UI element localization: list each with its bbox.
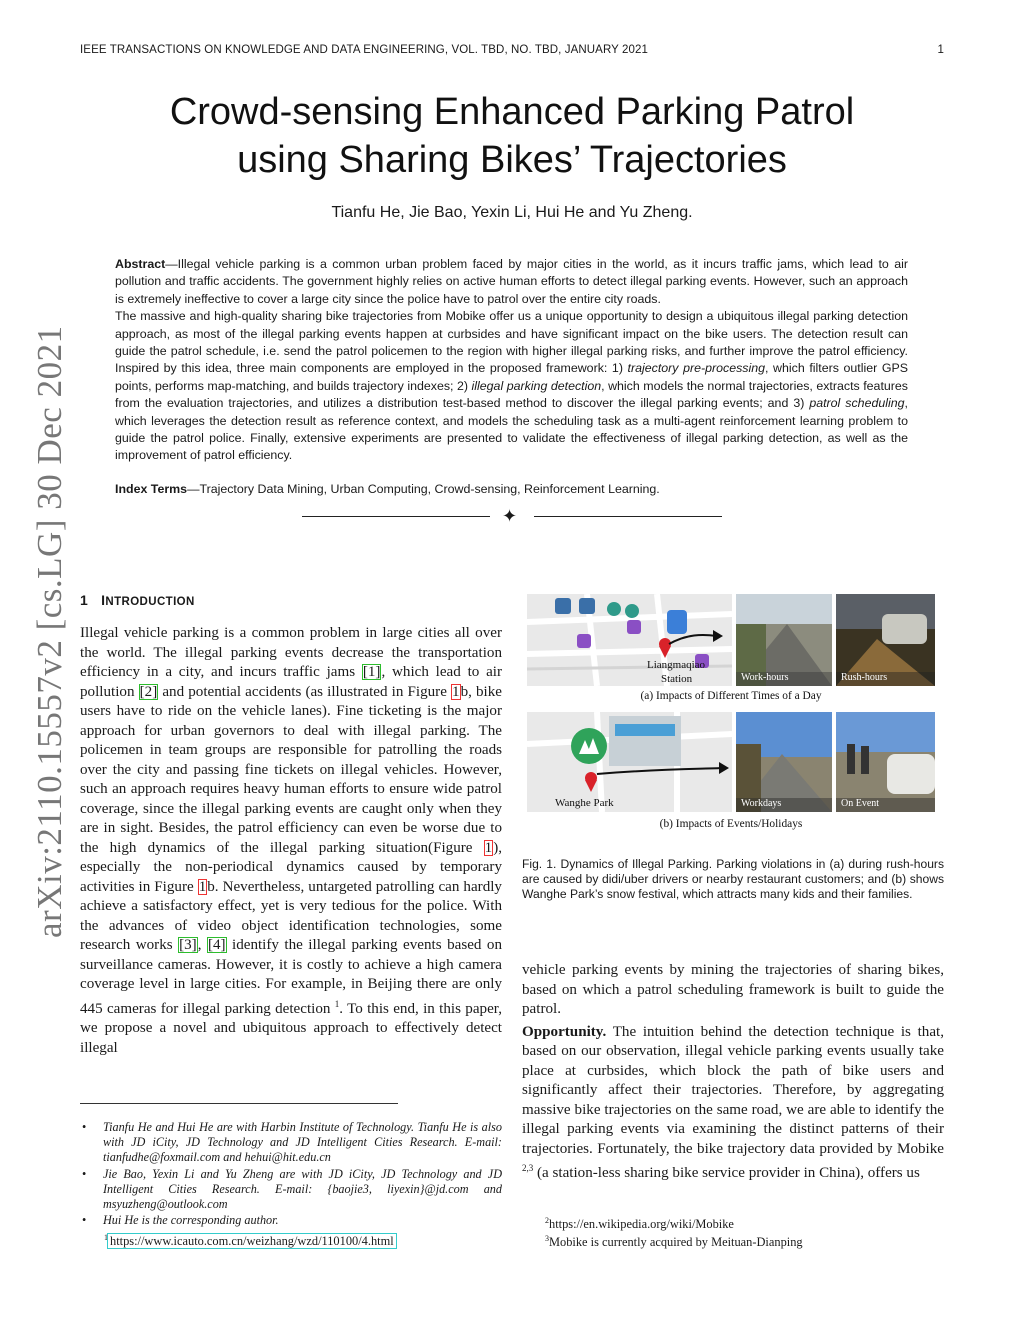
intro-text: b. Nevertheless, untargeted patrolling can hardly achieve a satisfactory effect, yet is very tedious for the police. With the advances of video object identification technologies, some research works [80,878,502,953]
photo-inset-festival [609,716,681,766]
figure-1 [527,594,935,838]
abstract-text-2d: , which leverages the detection result as reference context, and models the scheduling task as a multi-agent reinforcement learning problem to guide the patrol police. Finally, extensive experiments are presented to validate the effectiveness of illegal parking detection, as well as the improvement of patrol efficiency. [115,396,908,463]
paper-title [0,88,1024,184]
figure-ref-link[interactable]: 1 [484,839,493,856]
station-label-1: Liangmaqiao [647,659,706,671]
author-list: Tianfu He, Jie Bao, Yexin Li, Hui He and Yu Zheng. [331,204,693,221]
figure-ref-link[interactable]: 1 [198,878,207,895]
intro-paragraph [80,624,502,1058]
station-label-2: Station [661,673,693,685]
caption-b: (b) Impacts of Events/Holidays [659,818,803,830]
footnote-2 [545,1216,734,1232]
footnote-3-mark: 3 [545,1234,549,1243]
intro-text: , which lead to air pollution [80,664,503,700]
citation-link[interactable]: [2] [139,683,158,700]
park-icon [571,728,607,764]
bus-stop-icon [667,610,687,634]
footnote-mark[interactable]: 1 [334,998,340,1009]
term-scheduling: patrol scheduling [809,396,905,411]
footnote-1-url[interactable]: https://www.icauto.com.cn/weizhang/wzd/110100/4.html [110,1234,394,1249]
abstract [115,256,908,465]
abstract-text-2a: The massive and high-quality sharing bike trajectories from Mobike offer us a unique opportunity to design a ubiquitous illegal parking detection approach, as most of the illegal parking events happen at curbsides and have significant impact on the bike users. The detection result can guide the patrol schedule, i.e. send the patrol policemen to the region with higher illegal parking risks, and further improve the patrol efficiency. Inspired by this idea, three main components are employed in the proposed framework: 1) [115,309,908,376]
right-paragraph-1: vehicle parking events by mining the trajectories of sharing bikes, based on which a patrol scheduling framework is built to guide the patrol. [522,962,944,1017]
workdays-label: Workdays [741,798,782,809]
intro-text: b, bike users have to ride on the vehicle lanes). Fine ticketing is the major approach for urban governors to deal with illegal parking. The policemen in team groups are responsible for patrolling the roads over the city and passing fine tickets on illegal vehicles. However, such an approach requires heavy human efforts to ensure wide patrol coverage, since the illegal parking events are caught only when they are in sight. Besides, the patrol efficiency can even be worse due to the high dynamics of the illegal parking situation(Figure [80,683,502,856]
restaurant-icon [555,598,571,614]
figure-ref-link[interactable]: 1 [452,683,460,700]
abstract-text-2c: , which models the normal trajectories, extracts features from the evaluation trajectories, and utilizes a distribution test-based method to discover the illegal parking events; and 3) [115,378,908,411]
term-detection: illegal parking detection [471,378,602,393]
footnote-rule [80,1103,398,1104]
abstract-paragraph-2 [115,308,908,465]
intro-text: , [197,937,207,953]
citation-link[interactable]: [3] [179,937,197,953]
index-terms-text: —Trajectory Data Mining, Urban Computing, Crowd-sensing, Reinforcement Learning. [187,482,660,496]
footnote-2-text: https://en.wikipedia.org/wiki/Mobike [549,1217,734,1232]
affiliation-item: • Tianfu He and Hui He are with Harbin Institute of Technology. Tianfu He is also with JD iCity, JD Technology and JD Intelligent Cities Research. E-mail: tianfudhe@foxmail.com and hehui@hit.edu.cn [80,1120,502,1166]
citation-link[interactable]: [1] [362,664,381,680]
arxiv-stamp: arXiv:2110.15557v2 [cs.LG] 30 Dec 2021 [30,325,69,938]
footnote-marks[interactable]: 2,3 [522,1163,534,1173]
abstract-label: Abstract [115,257,166,271]
intro-text: ), especially the non-periodical dynamics caused by temporary activities in Figure [80,839,502,895]
right-paragraph-2 [522,1023,944,1184]
title-line-2: using Sharing Bikes’ Trajectories [237,139,787,181]
caption-a: (a) Impacts of Different Times of a Day [640,690,822,702]
section-first-letter: I [101,592,106,608]
work-hours-label: Work-hours [741,672,789,683]
shop-icon [625,604,639,618]
page-number: 1 [937,44,944,56]
footnote-1 [104,1233,396,1249]
section-heading [80,592,195,608]
figure-1-graphic [527,594,935,838]
intro-text: . To this end, in this paper, we propose a novel and ubiquitous approach to effectively detect illegal [80,1000,502,1056]
divider-line-right [534,516,722,517]
footnote-3-text: Mobike is currently acquired by Meituan-Dianping [549,1235,803,1250]
affiliation-item: • Hui He is the corresponding author. [80,1213,502,1228]
right-text: (a station-less sharing bike service provider in China), offers us [533,1165,920,1182]
intro-text: Illegal vehicle parking is a common problem in large cities all over the world. The illegal parking events decrease the transportation efficiency in a city, and incurs traffic jams [80,625,502,680]
divider-star-icon: ✦ [502,506,518,527]
title-line-1: Crowd-sensing Enhanced Parking Patrol [169,91,855,133]
term-preprocessing: trajectory pre-processing [627,361,766,376]
restaurant-icon [579,598,595,614]
footnote-2-mark: 2 [545,1216,549,1225]
opportunity-label: Opportunity. [522,1023,607,1040]
right-text: The intuition behind the detection technique is that, based on our observation, illegal vehicle parking events usually take place at curbsides, which block the path of bike users and significantly affect their trajectories. Therefore, by aggregating massive bike trajectories on the same road, we are able to identify the illegal parking events via examining the distinct patterns of their trajectories. Fortunately, the bike trajectory data provided by Mobike [522,1023,944,1157]
section-rest: NTRODUCTION [105,596,195,608]
rush-hours-label: Rush-hours [841,672,888,683]
section-number: 1 [80,592,89,608]
photo-workdays [736,712,832,812]
index-terms-label: Index Terms [115,482,188,496]
footnote-3 [545,1234,803,1250]
figure-1-caption: Fig. 1. Dynamics of Illegal Parking. Parking violations in (a) during rush-hours are caused by didi/uber drivers or nearby restaurant customers; and (b) shows Wanghe Park’s snow festival, which attracts many kids and their families. [522,857,944,902]
map-liangmaqiao [527,594,732,686]
section-divider [302,506,722,527]
photo-on-event [836,712,935,812]
footnote-1-mark: 1 [104,1233,108,1242]
affiliation-item: • Jie Bao, Yexin Li and Yu Zheng are with JD iCity, JD Technology and JD Intelligent Cities Research. E-mail: {baojie3, liyexin}@jd.com and msyuzheng@outlook.com [80,1167,502,1213]
journal-name: IEEE TRANSACTIONS ON KNOWLEDGE AND DATA ENGINEERING, VOL. TBD, NO. TBD, JANUARY 2021 [80,44,648,56]
hotel-icon [627,620,641,634]
divider-line-left [302,516,490,517]
intro-text: identify the illegal parking events based on surveillance cameras. However, it is costly to achieve a high camera coverage level in large cities. For example, in Beijing there are only 445 cameras for illegal parking detection [80,937,502,1017]
abstract-text-1: —Illegal vehicle parking is a common urban problem faced by major cities in the world, as it incurs traffic jams, which lead to air pollution and traffic accidents. The government highly relies on active human efforts to detect illegal parking events. However, such an approach is extremely ineffective to cover a large city since the police have to patrol over the entire city roads. [115,257,908,306]
intro-text: and potential accidents (as illustrated in Figure [158,683,452,700]
on-event-label: On Event [841,798,880,809]
right-column-text [522,961,944,1187]
citation-link[interactable]: [4] [207,937,226,953]
abstract-paragraph-1 [115,256,908,308]
hotel-icon [577,634,591,648]
running-header [80,44,944,56]
affiliation-notes [80,1120,502,1229]
abstract-text-2b: , which filters outlier GPS points, performs map-matching, and builds trajectory indexes; 2) [115,361,908,393]
index-terms [115,482,908,496]
park-label: Wanghe Park [555,797,614,809]
shop-icon [607,602,621,616]
